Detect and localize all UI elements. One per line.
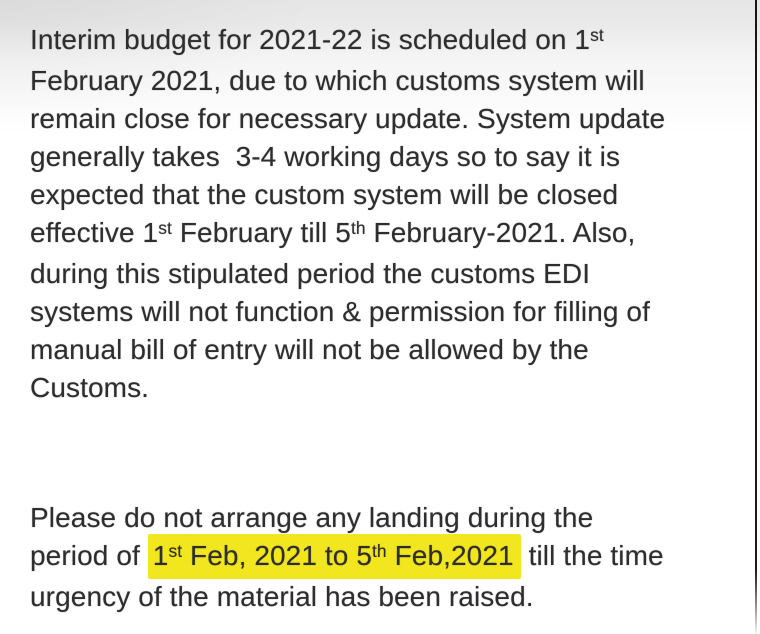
text-line [30, 578, 750, 616]
text-segment: Customs. [30, 372, 150, 403]
text-segment: period of [30, 540, 148, 571]
text-line [30, 100, 750, 138]
text-segment: generally takes 3-4 working days so to say it is [30, 141, 621, 172]
text-line [30, 293, 750, 331]
text-segment: till the time [520, 540, 664, 571]
text-segment: expected that the custom system will be closed [30, 179, 619, 210]
text-segment: urgency of the material has been raised. [30, 581, 534, 612]
text-line [30, 369, 750, 407]
text-segment: manual bill of entry will not be allowed by the [30, 334, 589, 365]
text-segment: February-2021. Also, [365, 217, 636, 248]
ordinal-superscript: st [158, 218, 172, 239]
text-segment: remain close for necessary update. System update [30, 103, 666, 134]
text-line [30, 214, 750, 255]
text-line [30, 62, 750, 100]
text-segment: February 2021, due to which customs system will [30, 65, 645, 96]
text-line [30, 21, 750, 62]
text-line [30, 537, 750, 578]
ordinal-superscript: st [590, 25, 604, 46]
text-segment: February till 5 [171, 217, 351, 248]
highlighted-date-range [148, 534, 521, 579]
notice-text [30, 21, 750, 616]
text-line [30, 176, 750, 214]
text-segment: Interim budget for 2021-22 is scheduled on 1 [30, 24, 591, 55]
text-segment: systems will not function & permission for filling of [30, 296, 650, 327]
paragraph-landing-request [30, 499, 750, 616]
text-segment: Please do not arrange any landing during the [30, 502, 594, 533]
text-line [30, 255, 750, 293]
text-line [30, 331, 750, 369]
ordinal-superscript: th [372, 541, 387, 562]
text-segment: effective 1 [30, 217, 159, 248]
text-segment: Feb,2021 [386, 540, 514, 571]
right-edge-line [755, 0, 757, 634]
text-segment: Feb, 2021 to 5 [182, 540, 372, 571]
paragraph-customs-notice [30, 21, 750, 407]
text-line [30, 138, 750, 176]
text-line [30, 499, 750, 537]
ordinal-superscript: th [350, 218, 366, 239]
ordinal-superscript: st [168, 541, 183, 562]
text-segment: 1 [152, 540, 169, 571]
text-segment: during this stipulated period the customs EDI [30, 258, 591, 289]
